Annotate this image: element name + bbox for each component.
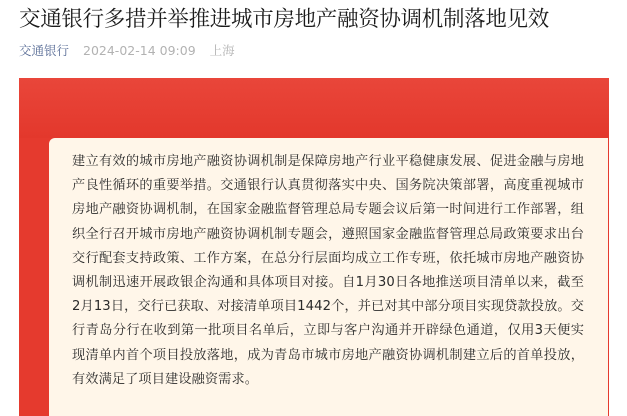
publish-time: 2024-02-14 09:09 [83,43,196,58]
author-link[interactable]: 交通银行 [19,43,70,58]
article-body-text: 建立有效的城市房地产融资协调机制是保障房地产行业平稳健康发展、促进金融与房地产良性循环的重要举措。交通银行认真贯彻落实中央、国务院决策部署，高度重视城市房地产融资协调机制，在国家金融监督管理总局专题会议后第一时间进行工作部署，组织全行召开城市房地产融资协调机制专题会，遵照国家金融监督管理总局政策要求出台交行配套支持政策、工作方案，在总分行层面均成立工作专班，依托城市房地产融资协调机制迅速开展政银企沟通和具体项目对接。自1月30日各地推送项目清单以来，截至2月13日，交行已获取、对接清单项目1442个，并已对其中部分项目实现贷款投放。交行青岛分行在收到第一批项目名单后，立即与客户沟通并开辟绿色通道，仅用3天便实现清单内首个项目投放落地，成为青岛市城市房地产融资协调机制建立后的首单投放，有效满足了项目建设融资需求。 [72,154,584,387]
article-title: 交通银行多措并举推进城市房地产融资协调机制落地见效 [19,7,550,32]
article-meta [19,42,235,60]
article-poster-image [19,78,609,416]
poster-text-card [49,138,608,416]
poster-header-band [19,78,609,138]
publish-location: 上海 [209,43,235,58]
